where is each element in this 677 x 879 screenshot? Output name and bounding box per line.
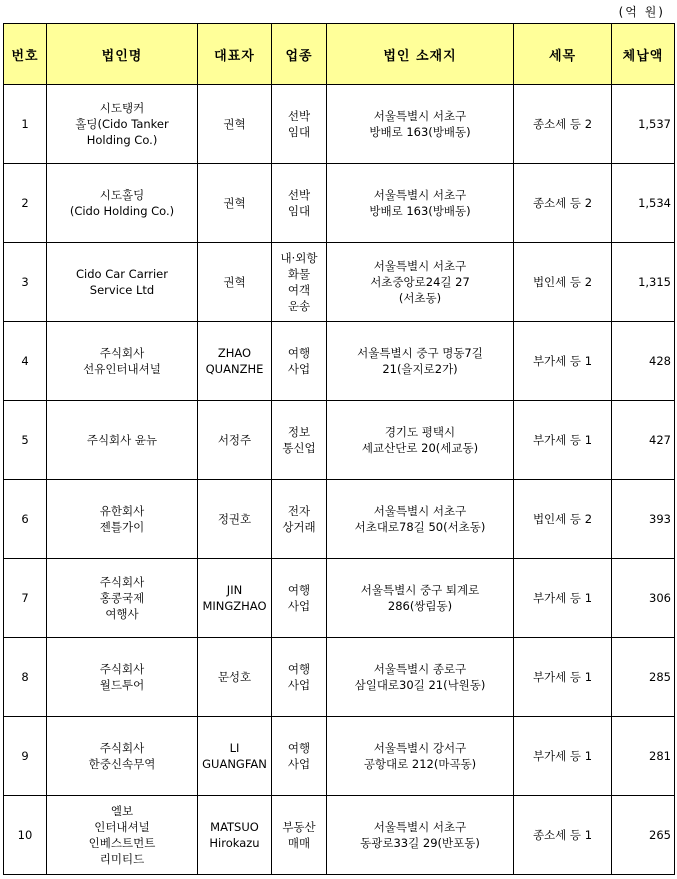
cell-industry — [272, 559, 327, 638]
address: 서울특별시 서초구 방배로 163(방배동) — [369, 109, 471, 139]
representative: 정권호 — [217, 512, 252, 526]
header-name: 법인명 — [47, 24, 198, 85]
representative: MATSUO Hirokazu — [209, 820, 260, 850]
cell-name — [47, 164, 198, 243]
representative: ZHAO QUANZHE — [205, 346, 264, 376]
row-number: 6 — [21, 512, 29, 526]
row-number: 4 — [21, 354, 29, 368]
cell-rep — [198, 164, 272, 243]
header-industry: 업종 — [272, 24, 327, 85]
table-row — [4, 480, 675, 559]
cell-tax — [514, 164, 612, 243]
cell-name — [47, 243, 198, 322]
cell-no — [4, 322, 47, 401]
table-row — [4, 322, 675, 401]
arrears-amount: 306 — [649, 591, 671, 605]
cell-industry — [272, 638, 327, 717]
arrears-amount: 427 — [649, 433, 671, 447]
cell-industry — [272, 164, 327, 243]
arrears-amount: 281 — [649, 749, 671, 763]
address: 경기도 평택시 세교산단로 20(세교동) — [361, 425, 479, 455]
cell-name — [47, 480, 198, 559]
header-amount: 체납액 — [612, 24, 675, 85]
cell-industry — [272, 322, 327, 401]
cell-name — [47, 717, 198, 796]
tax-item: 종소세 등 2 — [532, 117, 593, 131]
tax-item: 부가세 등 1 — [532, 670, 593, 684]
cell-no — [4, 638, 47, 717]
tax-item: 종소세 등 2 — [532, 196, 593, 210]
cell-address — [327, 322, 514, 401]
cell-industry — [272, 243, 327, 322]
cell-no — [4, 717, 47, 796]
delinquent-corporations-table — [3, 23, 675, 875]
cell-rep — [198, 638, 272, 717]
cell-no — [4, 243, 47, 322]
address: 서울특별시 서초구 방배로 163(방배동) — [369, 188, 471, 218]
arrears-amount: 393 — [649, 512, 671, 526]
industry: 선박 임대 — [287, 188, 311, 218]
row-number: 8 — [21, 670, 29, 684]
cell-amount — [612, 401, 675, 480]
arrears-amount: 1,534 — [638, 196, 671, 210]
industry: 여행 사업 — [287, 662, 311, 692]
cell-rep — [198, 559, 272, 638]
tax-item: 부가세 등 1 — [532, 433, 593, 447]
address: 서울특별시 종로구 삼일대로30길 21(낙원동) — [354, 662, 486, 692]
cell-no — [4, 559, 47, 638]
cell-amount — [612, 480, 675, 559]
cell-name — [47, 401, 198, 480]
cell-tax — [514, 559, 612, 638]
corporation-name: 주식회사 월드투어 — [99, 662, 145, 692]
cell-tax — [514, 480, 612, 559]
tax-item: 종소세 등 1 — [532, 828, 593, 842]
row-number: 3 — [21, 275, 29, 289]
cell-name — [47, 559, 198, 638]
address: 서울특별시 중구 명동7길 21(을지로2가) — [357, 346, 483, 376]
corporation-name: 주식회사 홍콩국제 여행사 — [99, 575, 145, 621]
industry: 선박 임대 — [287, 109, 311, 139]
corporation-name: 시도탱커 홀딩(Cido Tanker Holding Co.) — [75, 101, 169, 147]
header-address: 법인 소재지 — [327, 24, 514, 85]
industry: 전자 상거래 — [282, 504, 316, 534]
corporation-name: 유한회사 젠틀가이 — [99, 504, 145, 534]
unit-label: (억 원) — [618, 5, 665, 19]
table-row — [4, 164, 675, 243]
table-row — [4, 717, 675, 796]
representative: JIN MINGZHAO — [202, 583, 267, 613]
representative: 문성호 — [217, 670, 252, 684]
tax-item: 부가세 등 1 — [532, 591, 593, 605]
corporation-name: 시도홀딩 (Cido Holding Co.) — [69, 188, 175, 218]
corporation-name: Cido Car Carrier Service Ltd — [75, 267, 168, 297]
representative: 서정주 — [217, 433, 252, 447]
cell-amount — [612, 164, 675, 243]
cell-address — [327, 164, 514, 243]
row-number: 5 — [21, 433, 29, 447]
representative: 권혁 — [223, 117, 246, 131]
row-number: 2 — [21, 196, 29, 210]
cell-rep — [198, 796, 272, 875]
tax-item: 법인세 등 2 — [532, 275, 593, 289]
arrears-amount: 428 — [649, 354, 671, 368]
cell-amount — [612, 243, 675, 322]
arrears-amount: 1,315 — [638, 275, 671, 289]
cell-tax — [514, 401, 612, 480]
arrears-amount: 1,537 — [638, 117, 671, 131]
row-number: 1 — [21, 117, 29, 131]
cell-address — [327, 480, 514, 559]
row-number: 10 — [17, 828, 33, 842]
row-number: 7 — [21, 591, 29, 605]
cell-name — [47, 796, 198, 875]
corporation-name: 주식회사 선유인터내셔널 — [83, 346, 161, 376]
header-row — [4, 24, 675, 85]
corporation-name: 주식회사 윤뉴 — [86, 433, 158, 447]
cell-rep — [198, 85, 272, 164]
industry: 여행 사업 — [287, 346, 311, 376]
address: 서울특별시 중구 퇴계로 286(쌍림동) — [360, 583, 480, 613]
cell-amount — [612, 638, 675, 717]
cell-industry — [272, 85, 327, 164]
cell-amount — [612, 322, 675, 401]
cell-industry — [272, 717, 327, 796]
table-row — [4, 85, 675, 164]
table-row — [4, 796, 675, 875]
cell-industry — [272, 796, 327, 875]
cell-tax — [514, 638, 612, 717]
cell-tax — [514, 322, 612, 401]
industry: 여행 사업 — [287, 741, 311, 771]
cell-amount — [612, 796, 675, 875]
tax-item: 법인세 등 2 — [532, 512, 593, 526]
cell-industry — [272, 401, 327, 480]
cell-amount — [612, 559, 675, 638]
header-no: 번호 — [4, 24, 47, 85]
header-rep: 대표자 — [198, 24, 272, 85]
cell-no — [4, 796, 47, 875]
cell-tax — [514, 85, 612, 164]
cell-rep — [198, 401, 272, 480]
address: 서울특별시 서초구 서초대로78길 50(서초동) — [354, 504, 486, 534]
address: 서울특별시 강서구 공항대로 212(마곡동) — [363, 741, 477, 771]
arrears-amount: 285 — [649, 670, 671, 684]
corporation-name: 엘보 인터내셔널 인베스트먼트 리미티드 — [88, 804, 156, 866]
cell-no — [4, 480, 47, 559]
cell-tax — [514, 717, 612, 796]
cell-address — [327, 401, 514, 480]
cell-tax — [514, 243, 612, 322]
arrears-amount: 265 — [649, 828, 671, 842]
cell-rep — [198, 717, 272, 796]
cell-address — [327, 796, 514, 875]
cell-name — [47, 638, 198, 717]
cell-address — [327, 559, 514, 638]
cell-address — [327, 638, 514, 717]
table-row — [4, 559, 675, 638]
cell-amount — [612, 85, 675, 164]
row-number: 9 — [21, 749, 29, 763]
representative: LI GUANGFAN — [202, 741, 267, 771]
corporation-name: 주식회사 한중신속무역 — [88, 741, 156, 771]
cell-address — [327, 243, 514, 322]
representative: 권혁 — [223, 275, 246, 289]
industry: 내·외항 화물 여객 운송 — [280, 251, 318, 313]
cell-industry — [272, 480, 327, 559]
address: 서울특별시 서초구 동광로33길 29(반포동) — [360, 820, 480, 850]
tax-item: 부가세 등 1 — [532, 354, 593, 368]
table-row — [4, 401, 675, 480]
industry: 여행 사업 — [287, 583, 311, 613]
tax-item: 부가세 등 1 — [532, 749, 593, 763]
cell-name — [47, 85, 198, 164]
table-row — [4, 638, 675, 717]
address: 서울특별시 서초구 서초중앙로24길 27 (서초동) — [370, 259, 470, 305]
cell-amount — [612, 717, 675, 796]
cell-no — [4, 401, 47, 480]
cell-address — [327, 85, 514, 164]
cell-rep — [198, 480, 272, 559]
cell-rep — [198, 322, 272, 401]
cell-no — [4, 85, 47, 164]
industry: 부동산 매매 — [282, 820, 316, 850]
cell-no — [4, 164, 47, 243]
representative: 권혁 — [223, 196, 246, 210]
cell-address — [327, 717, 514, 796]
cell-tax — [514, 796, 612, 875]
cell-name — [47, 322, 198, 401]
cell-rep — [198, 243, 272, 322]
table-row — [4, 243, 675, 322]
header-tax: 세목 — [514, 24, 612, 85]
industry: 정보 통신업 — [282, 425, 316, 455]
